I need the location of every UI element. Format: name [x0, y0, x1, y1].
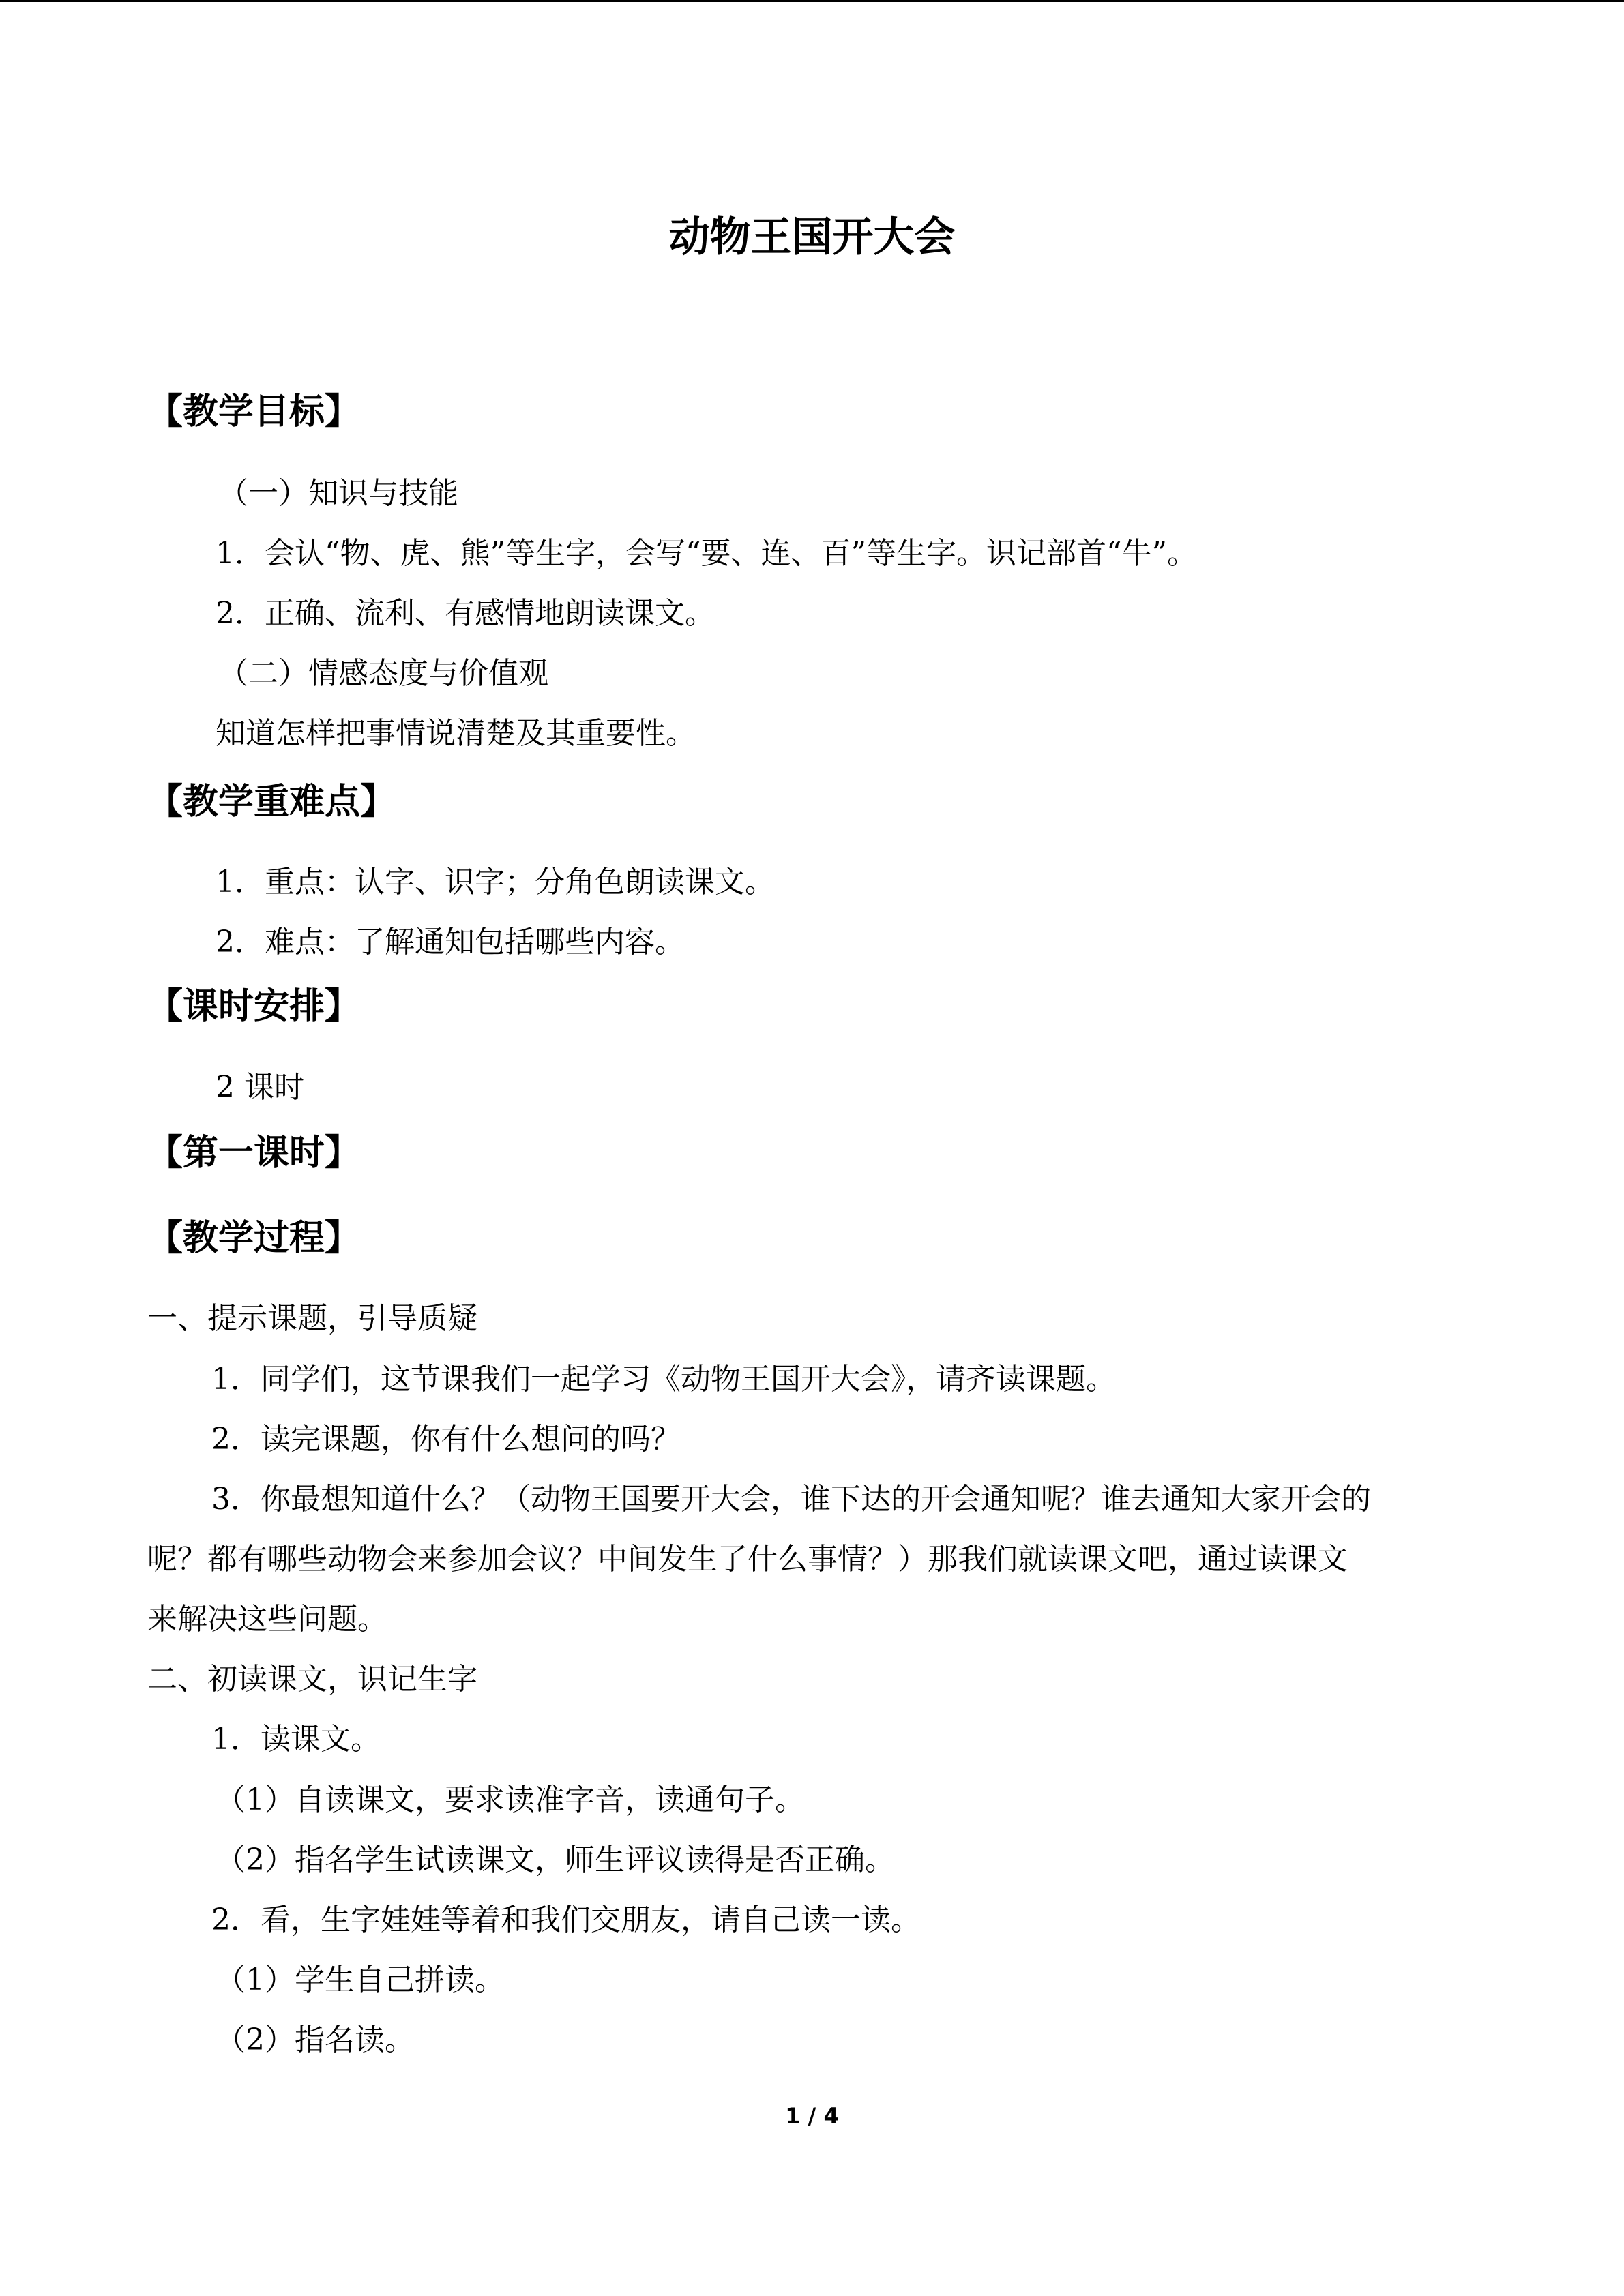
- heading-schedule: 【课时安排】: [147, 986, 361, 1027]
- heading-teaching-process: 【教学过程】: [147, 1218, 361, 1259]
- page-title: 动物王国开大会: [668, 213, 956, 261]
- goals-subheading-knowledge: （一）知识与技能: [218, 476, 458, 511]
- goals-item-1: 1．会认“物、虎、熊”等生字，会写“要、连、百”等生字。识记部首“牛”。: [216, 536, 1197, 571]
- process-part1-item-3-line-3: 来解决这些问题。: [147, 1602, 387, 1637]
- process-part2-item-1: 1．读课文。: [211, 1722, 381, 1757]
- schedule-text: 2 课时: [216, 1070, 304, 1105]
- goals-text: 知道怎样把事情说清楚及其重要性。: [216, 716, 696, 751]
- heading-first-lesson: 【第一课时】: [147, 1133, 361, 1174]
- heading-teaching-goals: 【教学目标】: [147, 391, 361, 432]
- process-part1-item-3-line-1: 3．你最想知道什么？（动物王国要开大会，谁下达的开会通知呢？谁去通知大家开会的: [211, 1482, 1371, 1517]
- heading-key-points: 【教学重难点】: [147, 781, 396, 822]
- process-part2-title: 二、初读课文，识记生字: [147, 1662, 477, 1697]
- process-part2-item-2-sub-1: （1）学生自己拼读。: [216, 1963, 505, 1997]
- process-part1-item-2: 2．读完课题，你有什么想问的吗？: [211, 1422, 681, 1457]
- process-part1-title: 一、提示课题，引导质疑: [147, 1301, 477, 1336]
- process-part2-item-2-sub-2: （2）指名读。: [216, 2023, 415, 2057]
- process-part1-item-1: 1．同学们，这节课我们一起学习《动物王国开大会》，请齐读课题。: [211, 1362, 1116, 1397]
- keypoints-item-1: 1．重点：认字、识字；分角色朗读课文。: [216, 865, 775, 899]
- process-part1-item-3-line-2: 呢？都有哪些动物会来参加会议？中间发生了什么事情？）那我们就读课文吧，通过读课文: [147, 1542, 1348, 1577]
- goals-subheading-emotion: （二）情感态度与价值观: [218, 656, 548, 691]
- process-part2-item-1-sub-1: （1）自读课文，要求读准字音，读通句子。: [216, 1783, 805, 1817]
- process-part2-item-2: 2．看，生字娃娃等着和我们交朋友，请自己读一读。: [211, 1903, 921, 1937]
- goals-item-2: 2．正确、流利、有感情地朗读课文。: [216, 596, 715, 631]
- process-part2-item-1-sub-2: （2）指名学生试读课文，师生评议读得是否正确。: [216, 1843, 895, 1877]
- top-border-line: [0, 0, 1624, 2]
- page-number: 1 / 4: [785, 2103, 839, 2129]
- keypoints-item-2: 2．难点：了解通知包括哪些内容。: [216, 925, 685, 959]
